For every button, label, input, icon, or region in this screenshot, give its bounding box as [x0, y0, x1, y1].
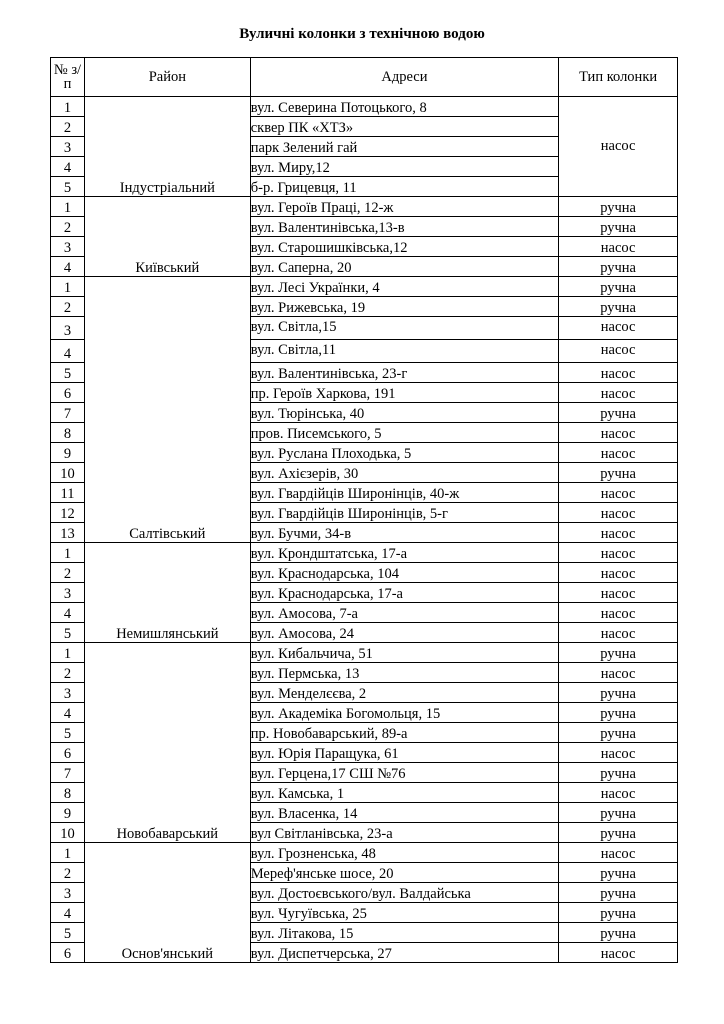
address-cell: б-р. Грицевця, 11	[250, 177, 558, 197]
pump-type-cell: насос	[559, 363, 678, 383]
row-number: 5	[51, 363, 85, 383]
address-cell: вул. Бучми, 34-в	[250, 523, 558, 543]
row-number: 4	[51, 603, 85, 623]
pump-type-cell: ручна	[559, 863, 678, 883]
address-cell: вул. Достоєвського/вул. Валдайська	[250, 883, 558, 903]
row-number: 8	[51, 423, 85, 443]
address-cell: вул. Амосова, 7-а	[250, 603, 558, 623]
table-row	[51, 843, 678, 863]
address-cell: вул. Власенка, 14	[250, 803, 558, 823]
row-number: 5	[51, 923, 85, 943]
row-number: 11	[51, 483, 85, 503]
address-cell: вул. Рижевська, 19	[250, 297, 558, 317]
address-cell: вул. Старошишківська,12	[250, 237, 558, 257]
table-row	[51, 277, 678, 297]
table-row	[51, 543, 678, 563]
address-cell: вул. Гвардійців Широнінців, 40-ж	[250, 483, 558, 503]
pump-type-cell: ручна	[559, 277, 678, 297]
address-cell: вул. Гвардійців Широнінців, 5-г	[250, 503, 558, 523]
address-cell: вул. Лесі Українки, 4	[250, 277, 558, 297]
row-number: 3	[51, 583, 85, 603]
pump-type-cell: насос	[559, 483, 678, 503]
pump-type-cell: насос	[559, 443, 678, 463]
address-cell: вул. Чугуївська, 25	[250, 903, 558, 923]
row-number: 5	[51, 177, 85, 197]
table-row	[51, 97, 678, 117]
pump-type-cell: насос	[559, 783, 678, 803]
page-title: Вуличні колонки з технічною водою	[239, 26, 485, 42]
address-cell: вул. Менделєєва, 2	[250, 683, 558, 703]
pump-type-cell: насос	[559, 237, 678, 257]
row-number: 3	[51, 237, 85, 257]
pump-type-cell: насос	[559, 623, 678, 643]
address-cell: вул. Світла,15	[250, 317, 558, 340]
column-header-type: Тип колонки	[559, 58, 678, 97]
row-number: 4	[51, 903, 85, 923]
pump-type-cell: ручна	[559, 823, 678, 843]
row-number: 7	[51, 403, 85, 423]
row-number: 10	[51, 823, 85, 843]
pump-type-cell: ручна	[559, 763, 678, 783]
address-cell: вул. Грозненська, 48	[250, 843, 558, 863]
district-name: Основ'янський	[84, 843, 250, 963]
pump-type-cell: насос	[559, 340, 678, 363]
pump-type-cell: ручна	[559, 703, 678, 723]
row-number: 4	[51, 157, 85, 177]
address-cell: вул. Краснодарська, 17-а	[250, 583, 558, 603]
address-cell: вул. Юрія Паращука, 61	[250, 743, 558, 763]
row-number: 6	[51, 383, 85, 403]
pump-type-cell: насос	[559, 603, 678, 623]
address-cell: пр. Новобаварський, 89-а	[250, 723, 558, 743]
pump-type-cell: ручна	[559, 903, 678, 923]
row-number: 9	[51, 803, 85, 823]
row-number: 1	[51, 97, 85, 117]
address-cell: вул. Літакова, 15	[250, 923, 558, 943]
row-number: 4	[51, 340, 85, 363]
pump-type-cell: насос	[559, 383, 678, 403]
row-number: 7	[51, 763, 85, 783]
row-number: 4	[51, 257, 85, 277]
pump-type-cell: насос	[559, 317, 678, 340]
address-cell: вул. Кибальчича, 51	[250, 643, 558, 663]
address-cell: вул. Крондштатська, 17-а	[250, 543, 558, 563]
row-number: 2	[51, 117, 85, 137]
address-cell: парк Зелений гай	[250, 137, 558, 157]
address-cell: вул. Світла,11	[250, 340, 558, 363]
column-header-number: № з/п	[51, 58, 85, 97]
pump-type-cell: насос	[559, 583, 678, 603]
district-name: Немишлянський	[84, 543, 250, 643]
pump-type-cell: ручна	[559, 643, 678, 663]
column-header-addresses: Адреси	[250, 58, 558, 97]
row-number: 8	[51, 783, 85, 803]
row-number: 1	[51, 277, 85, 297]
address-cell: вул. Пермська, 13	[250, 663, 558, 683]
address-cell: вул. Ахієзерів, 30	[250, 463, 558, 483]
address-cell: вул. Амосова, 24	[250, 623, 558, 643]
district-name: Київський	[84, 197, 250, 277]
address-cell: вул. Краснодарська, 104	[250, 563, 558, 583]
row-number: 5	[51, 723, 85, 743]
district-name: Індустріальний	[84, 97, 250, 197]
table-row	[51, 643, 678, 663]
address-cell: вул. Диспетчерська, 27	[250, 943, 558, 963]
address-cell: вул. Тюрінська, 40	[250, 403, 558, 423]
row-number: 3	[51, 683, 85, 703]
pump-type-cell: ручна	[559, 883, 678, 903]
row-number: 2	[51, 863, 85, 883]
address-cell: вул. Саперна, 20	[250, 257, 558, 277]
pump-type-cell: ручна	[559, 683, 678, 703]
row-number: 9	[51, 443, 85, 463]
pump-type-cell: ручна	[559, 923, 678, 943]
pump-type-cell: насос	[559, 503, 678, 523]
address-cell: вул. Герцена,17 СШ №76	[250, 763, 558, 783]
row-number: 1	[51, 197, 85, 217]
row-number: 3	[51, 137, 85, 157]
table-row	[51, 197, 678, 217]
address-cell: вул. Северина Потоцького, 8	[250, 97, 558, 117]
pump-type-cell: ручна	[559, 197, 678, 217]
address-cell: сквер ПК «ХТЗ»	[250, 117, 558, 137]
address-cell: вул. Валентинівська,13-в	[250, 217, 558, 237]
row-number: 1	[51, 643, 85, 663]
row-number: 2	[51, 563, 85, 583]
row-number: 6	[51, 743, 85, 763]
pump-type-cell: ручна	[559, 257, 678, 277]
pump-type-cell: насос	[559, 423, 678, 443]
row-number: 12	[51, 503, 85, 523]
pump-type-cell: насос	[559, 563, 678, 583]
pump-type-cell: ручна	[559, 217, 678, 237]
table-body	[51, 97, 678, 963]
district-name: Салтівський	[84, 277, 250, 543]
row-number: 10	[51, 463, 85, 483]
address-cell: Мереф'янське шосе, 20	[250, 863, 558, 883]
table-header-row	[51, 58, 678, 97]
row-number: 4	[51, 703, 85, 723]
pump-type-cell: насос	[559, 843, 678, 863]
row-number: 1	[51, 543, 85, 563]
row-number: 2	[51, 297, 85, 317]
row-number: 3	[51, 883, 85, 903]
row-number: 1	[51, 843, 85, 863]
pump-type-cell: насос	[559, 943, 678, 963]
pump-type-cell: насос	[559, 743, 678, 763]
address-cell: вул. Камська, 1	[250, 783, 558, 803]
row-number: 2	[51, 217, 85, 237]
row-number: 5	[51, 623, 85, 643]
pump-type-cell: ручна	[559, 463, 678, 483]
pump-type-cell: ручна	[559, 297, 678, 317]
column-header-district: Район	[84, 58, 250, 97]
pump-type-cell: насос	[559, 523, 678, 543]
pump-type-cell: ручна	[559, 723, 678, 743]
row-number: 2	[51, 663, 85, 683]
address-cell: вул. Руслана Плоходька, 5	[250, 443, 558, 463]
address-cell: вул Світланівська, 23-а	[250, 823, 558, 843]
address-cell: вул. Академіка Богомольця, 15	[250, 703, 558, 723]
pump-type-cell: насос	[559, 663, 678, 683]
address-cell: вул. Валентинівська, 23-г	[250, 363, 558, 383]
water-pumps-table	[50, 57, 678, 963]
address-cell: вул. Героїв Праці, 12-ж	[250, 197, 558, 217]
address-cell: пр. Героїв Харкова, 191	[250, 383, 558, 403]
pump-type-cell: насос	[559, 97, 678, 197]
row-number: 6	[51, 943, 85, 963]
pump-type-cell: ручна	[559, 803, 678, 823]
pump-type-cell: насос	[559, 543, 678, 563]
row-number: 3	[51, 317, 85, 340]
address-cell: вул. Миру,12	[250, 157, 558, 177]
pump-type-cell: ручна	[559, 403, 678, 423]
row-number: 13	[51, 523, 85, 543]
district-name: Новобаварський	[84, 643, 250, 843]
address-cell: пров. Писемського, 5	[250, 423, 558, 443]
